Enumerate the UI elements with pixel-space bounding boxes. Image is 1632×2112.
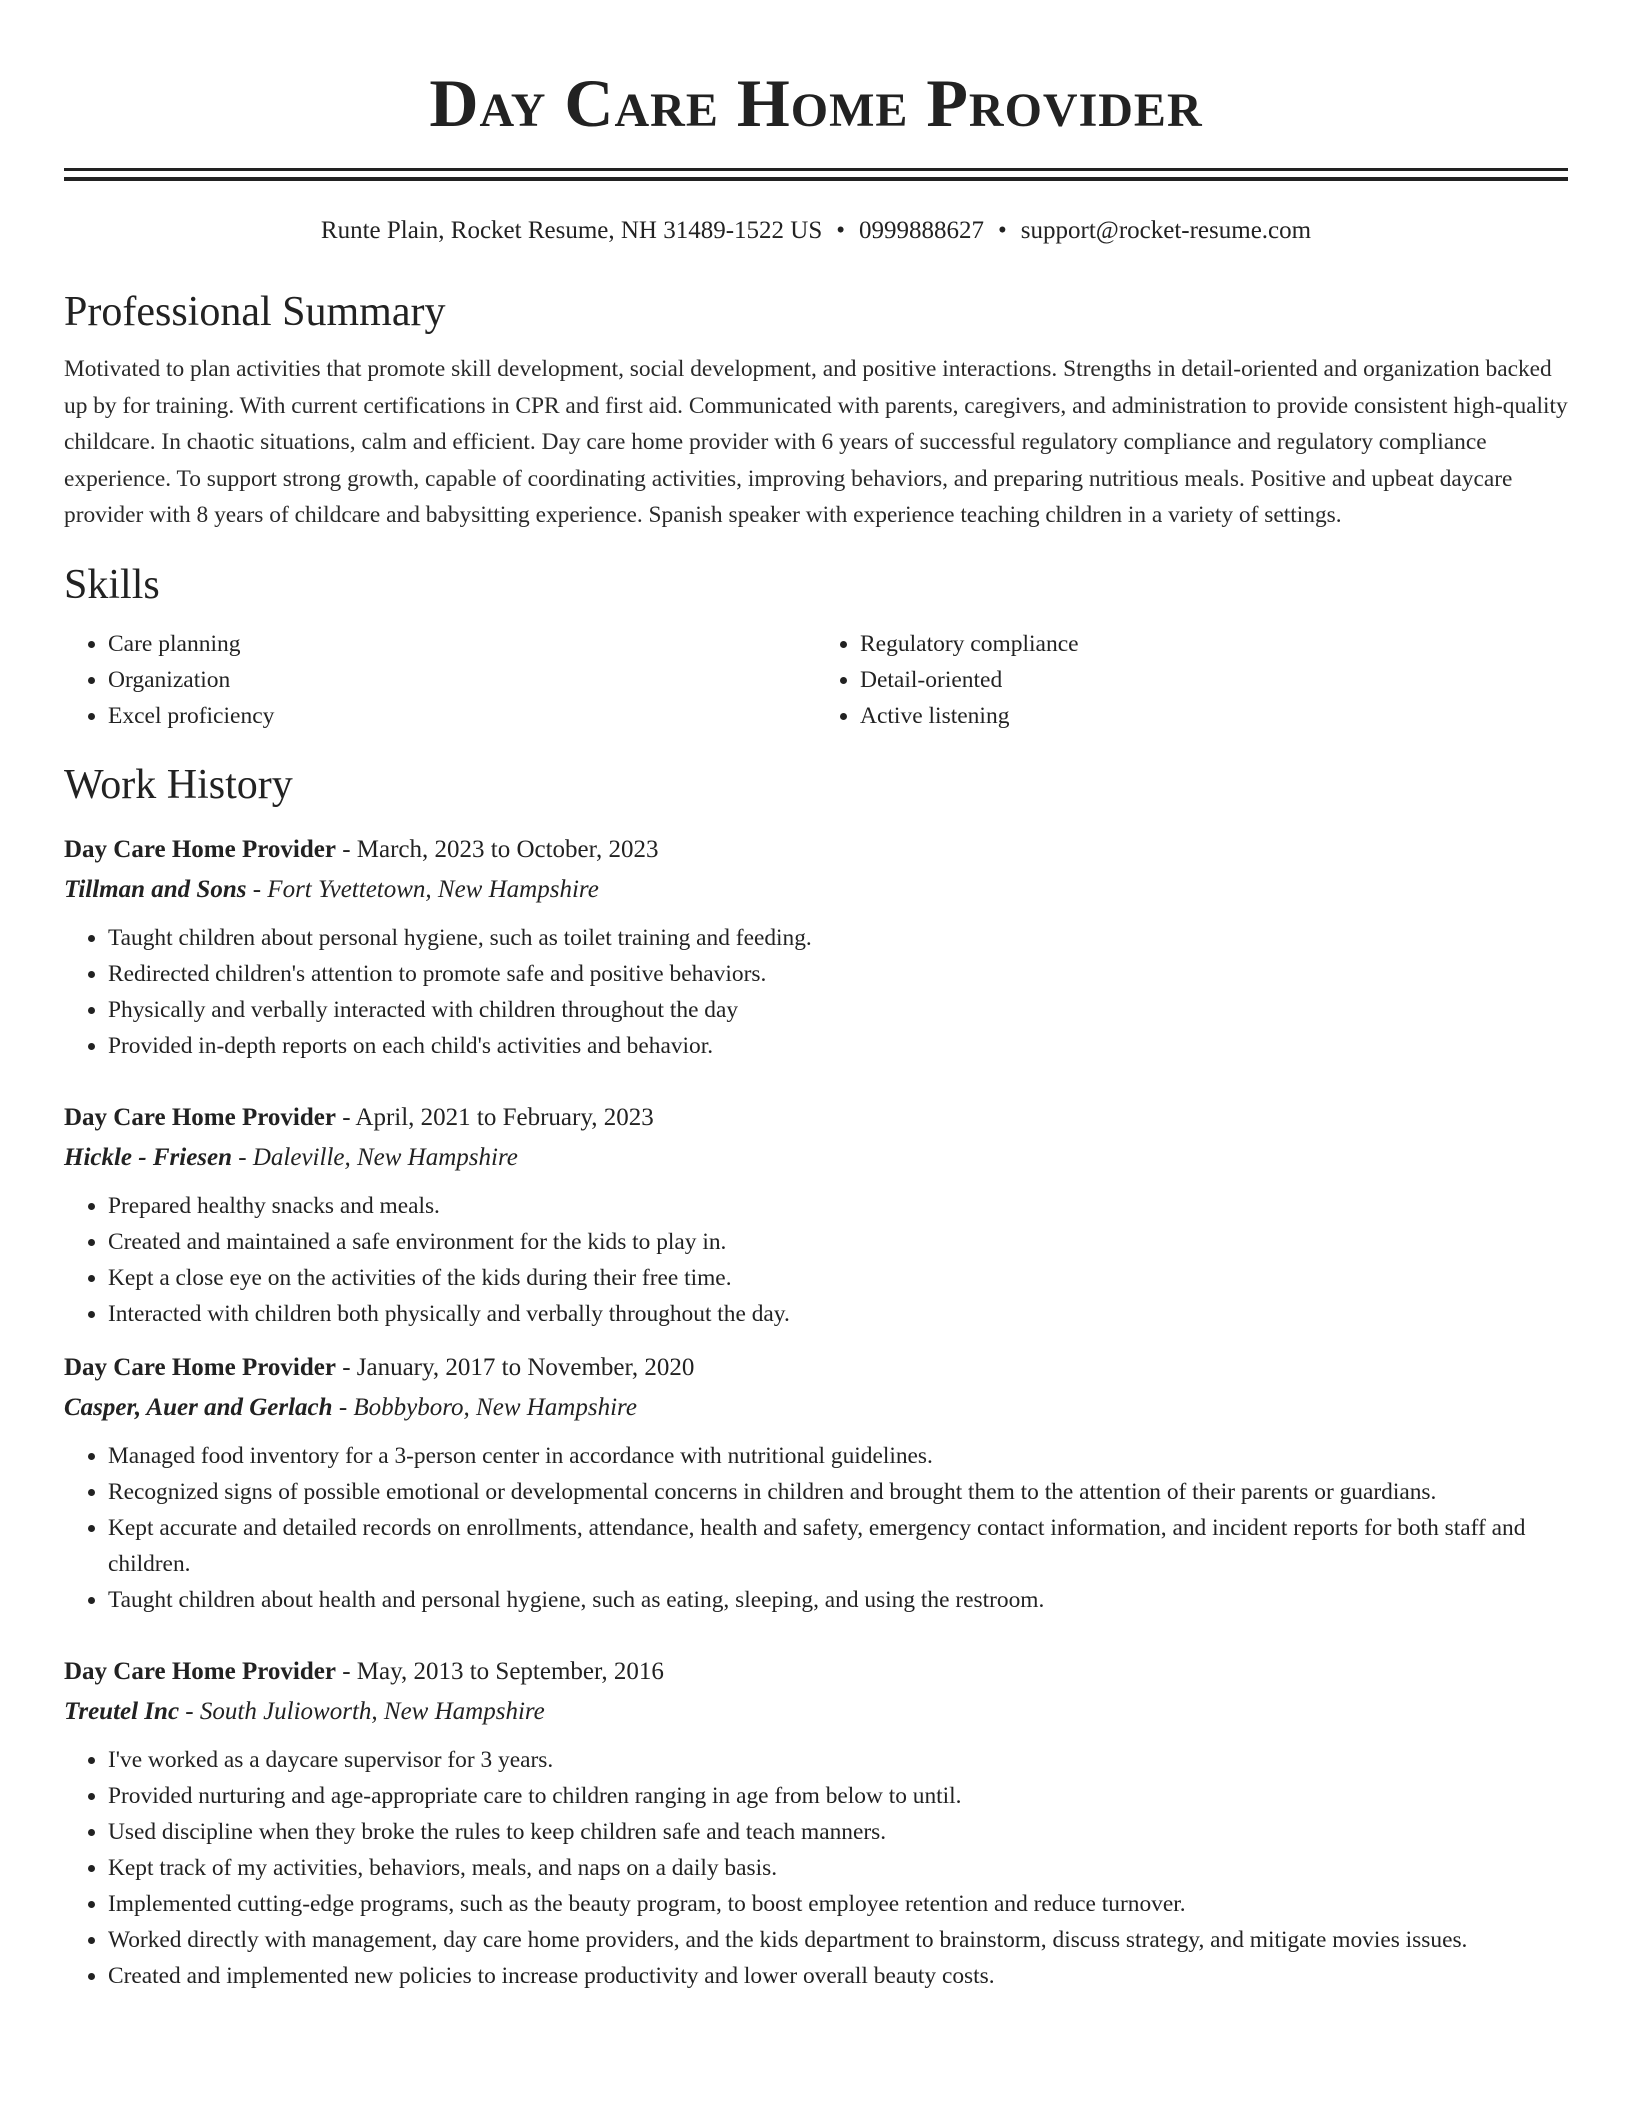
contact-separator: • [998,217,1007,244]
job-entry [64,830,1568,1064]
job-company-line [64,1692,1568,1732]
job-role: Day Care Home Provider [64,1353,336,1381]
skills-section-title: Skills [64,561,160,608]
job-bullet: • Interacted with children both physically and verbally throughout the day. [108,1296,1568,1332]
job-bullet: • Used discipline when they broke the rules to keep children safe and teach manners. [108,1814,1568,1850]
skill-item: • Excel proficiency [108,698,816,734]
job-bullet: • Taught children about personal hygiene, such as toilet training and feeding. [108,920,1568,956]
job-bullet: • Implemented cutting-edge programs, such as the beauty program, to boost employee retention and reduce turnover. [108,1886,1568,1922]
job-entry [64,1348,1568,1618]
summary-text: Motivated to plan activities that promote skill development, social development, and positive interactions. Strengths in detail-oriented and organization backed up by for training. With current certifications in CPR and first aid. Communicated with parents, caregivers, and administration to provide consistent high-quality childcare. In chaotic situations, calm and efficient. Day care home provider with 6 years of successful regulatory compliance and regulatory compliance experience. To support strong growth, capable of coordinating activities, improving behaviors, and preparing nutritious meals. Positive and upbeat daycare provider with 8 years of childcare and babysitting experience. Spanish speaker with experience teaching children in a variety of settings. [64,356,1568,528]
job-title-line [64,1348,1568,1388]
contact-email: support@rocket-resume.com [1020,217,1312,244]
job-title-line [64,830,1568,870]
job-bullet: • Kept a close eye on the activities of the kids during their free time. [108,1260,1568,1296]
skill-item: • Care planning [108,626,816,662]
job-company: Casper, Auer and Gerlach [64,1393,333,1421]
job-role: Day Care Home Provider [64,1657,336,1685]
job-bullets [64,1438,1568,1618]
job-entry [64,1098,1568,1332]
job-bullet: • Recognized signs of possible emotional or developmental concerns in children and brought them to the attention of their parents or guardians. [108,1474,1568,1510]
job-bullet: • Managed food inventory for a 3-person center in accordance with nutritional guidelines. [108,1438,1568,1474]
job-company: Hickle - Friesen [64,1143,233,1171]
job-bullet: • Kept accurate and detailed records on enrollments, attendance, health and safety, emergency contact information, and incident reports for both staff and children. [108,1510,1568,1582]
skills-list [64,626,1568,734]
job-dates: - May, 2013 to September, 2016 [335,1657,664,1685]
header-divider-thick [64,177,1568,181]
job-bullets [64,920,1568,1064]
job-title-line [64,1652,1568,1692]
job-location: - South Julioworth, New Hampshire [179,1697,545,1725]
job-bullet: • Taught children about health and personal hygiene, such as eating, sleeping, and using the restroom. [108,1582,1568,1618]
skill-item: • Regulatory compliance [860,626,1568,662]
contact-address: Runte Plain, Rocket Resume, NH 31489-1522 US [320,217,823,244]
job-company-line [64,870,1568,910]
job-bullets [64,1188,1568,1332]
job-company: Tillman and Sons [64,875,247,903]
job-bullet: • Prepared healthy snacks and meals. [108,1188,1568,1224]
job-location: - Fort Yvettetown, New Hampshire [246,875,599,903]
skill-item: • Active listening [860,698,1568,734]
job-role: Day Care Home Provider [64,835,336,863]
skills-column-left [64,626,816,734]
job-bullet: • Physically and verbally interacted with children throughout the day [108,992,1568,1028]
skill-item: • Organization [108,662,816,698]
job-bullet: • Redirected children's attention to promote safe and positive behaviors. [108,956,1568,992]
job-bullet: • Created and maintained a safe environment for the kids to play in. [108,1224,1568,1260]
contact-phone: 0999888627 [859,217,985,244]
skill-item: • Detail-oriented [860,662,1568,698]
job-company: Treutel Inc [64,1697,180,1725]
header-divider-thin [64,168,1568,171]
job-entry [64,1652,1568,1994]
job-bullet: • Worked directly with management, day care home providers, and the kids department to brainstorm, discuss strategy, and mitigate movies issues. [108,1922,1568,1958]
job-location: - Daleville, New Hampshire [232,1143,518,1171]
job-title-line [64,1098,1568,1138]
contact-separator: • [836,217,846,244]
job-bullet: • Kept track of my activities, behaviors, meals, and naps on a daily basis. [108,1850,1568,1886]
job-role: Day Care Home Provider [64,1103,336,1131]
job-bullets [64,1742,1568,1994]
job-bullet: • Provided nurturing and age-appropriate care to children ranging in age from below to until. [108,1778,1568,1814]
job-company-line [64,1388,1568,1428]
job-location: - Bobbyboro, New Hampshire [332,1393,637,1421]
job-bullet: • Created and implemented new policies to increase productivity and lower overall beauty costs. [108,1958,1568,1994]
resume-name-heading: Day Care Home Provider [429,65,1203,141]
job-dates: - January, 2017 to November, 2020 [335,1353,695,1381]
job-company-line [64,1138,1568,1178]
contact-line [64,215,1568,247]
skills-column-right [816,626,1568,734]
work-history-section-title: Work History [64,761,293,808]
job-dates: - March, 2023 to October, 2023 [335,835,659,863]
job-bullet: • I've worked as a daycare supervisor for 3 years. [108,1742,1568,1778]
job-bullet: • Provided in-depth reports on each child's activities and behavior. [108,1028,1568,1064]
job-dates: - April, 2021 to February, 2023 [335,1103,654,1131]
summary-section-title: Professional Summary [64,289,446,335]
